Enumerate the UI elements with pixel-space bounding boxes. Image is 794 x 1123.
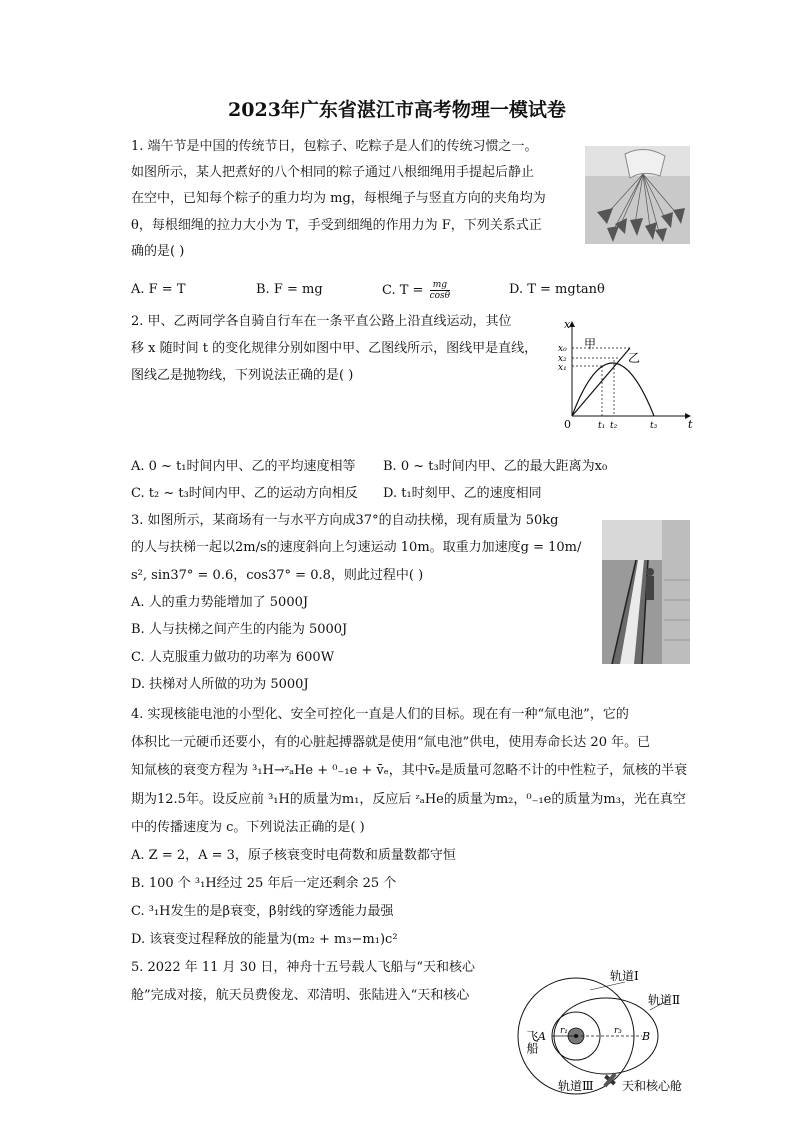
escalator-photo bbox=[602, 520, 690, 664]
q1-option-c-numerator: mg bbox=[430, 280, 451, 291]
q2-option-c: C. t₂ ~ t₃时间内甲、乙的运动方向相反 bbox=[131, 486, 358, 501]
xt-graph bbox=[558, 314, 698, 436]
q2-line-2: 移 x 随时间 t 的变化规律分别如图中甲、乙图线所示，图线甲是直线， bbox=[131, 341, 538, 356]
q1-option-c bbox=[382, 280, 450, 301]
q4-option-a: A. Z = 2，A = 3，原子核衰变时电荷数和质量数都守恒 bbox=[131, 848, 456, 863]
q1-line-3: 在空中，已知每个粽子的重力均为 mg，每根绳子与竖直方向的夹角均为 bbox=[131, 191, 546, 206]
graph-y-tick: x₀ bbox=[558, 344, 567, 354]
q4-line-1: 4. 实现核能电池的小型化、安全可控化一直是人们的目标。现在有一种“氚电池”，它的 bbox=[131, 707, 629, 722]
graph-x-axis-label: t bbox=[688, 418, 693, 431]
q2-option-d: D. t₁时刻甲、乙的速度相同 bbox=[383, 486, 542, 501]
orbit-2-label: 轨道Ⅱ bbox=[648, 993, 681, 1007]
q1-option-d: D. T = mgtanθ bbox=[509, 282, 605, 297]
q2-line-3: 图线乙是抛物线，下列说法正确的是( ) bbox=[131, 368, 354, 383]
orbit-3-label: 轨道Ⅲ bbox=[558, 1079, 594, 1093]
q3-line-1: 3. 如图所示，某商场有一与水平方向成37°的自动扶梯，现有质量为 50kg bbox=[131, 513, 559, 528]
q2-line-1: 2. 甲、乙两同学各自骑自行车在一条平直公路上沿直线运动，其位 bbox=[131, 314, 512, 329]
q1-line-2: 如图所示，某人把煮好的八个相同的粽子通过八根细绳用手提起后静止 bbox=[131, 165, 535, 180]
q4-line-2: 体积比一元硬币还要小，有的心脏起搏器就是使用“氚电池”供电，使用寿命长达 20 年。已 bbox=[131, 735, 651, 750]
q3-option-c: C. 人克服重力做功的功率为 600W bbox=[131, 650, 335, 665]
point-b-label: B bbox=[642, 1030, 651, 1043]
graph-line-jia-label: 甲 bbox=[584, 337, 597, 351]
graph-x-tick: t₂ bbox=[610, 421, 618, 431]
q3-option-d: D. 扶梯对人所做的功为 5000J bbox=[131, 677, 309, 692]
q1-line-4: θ，每根细绳的拉力大小为 T，手受到细绳的作用力为 F，下列关系式正 bbox=[131, 218, 542, 233]
q4-option-c: C. ³₁H发生的是β衰变，β射线的穿透能力最强 bbox=[131, 904, 394, 919]
q1-line-5: 确的是( ) bbox=[131, 244, 185, 259]
graph-line-yi-label: 乙 bbox=[628, 351, 641, 365]
q1-option-c-denominator: cosθ bbox=[429, 291, 451, 301]
graph-y-axis-label: x bbox=[564, 318, 571, 331]
q4-line-5: 中的传播速度为 c。下列说法正确的是( ) bbox=[131, 820, 365, 835]
q3-option-a: A. 人的重力势能增加了 5000J bbox=[131, 595, 309, 610]
page-title: 2023年广东省湛江市高考物理一模试卷 bbox=[228, 99, 566, 121]
q3-line-3: s², sin37° = 0.6，cos37° = 0.8，则此过程中( ) bbox=[131, 568, 424, 583]
q5-line-2: 舱”完成对接，航天员费俊龙、邓清明、张陆进入“天和核心 bbox=[131, 988, 470, 1003]
graph-origin-label: 0 bbox=[564, 418, 571, 431]
r3-label: r₃ bbox=[614, 1026, 622, 1036]
q1-option-a: A. F = T bbox=[131, 282, 186, 297]
q3-option-b: B. 人与扶梯之间产生的内能为 5000J bbox=[131, 622, 348, 637]
graph-x-tick: t₃ bbox=[650, 421, 658, 431]
zongzi-photo bbox=[585, 146, 690, 244]
q1-option-b: B. F = mg bbox=[256, 282, 323, 297]
q4-option-b: B. 100 个 ³₁H经过 25 年后一定还剩余 25 个 bbox=[131, 876, 397, 891]
q4-line-3: 知氚核的衰变方程为 ³₁H→ᶻₐHe + ⁰₋₁e + v̄ₑ，其中v̄ₑ是质量可忽略不计的中性粒子，氚核的半衰 bbox=[131, 763, 688, 778]
q2-option-b: B. 0 ~ t₃时间内甲、乙的最大距离为x₀ bbox=[383, 459, 608, 474]
r1-label: r₁ bbox=[560, 1026, 568, 1036]
orbit-1-label: 轨道Ⅰ bbox=[610, 969, 639, 983]
q3-line-2: 的人与扶梯一起以2m/s的速度斜向上匀速运动 10m。取重力加速度g = 10m/ bbox=[131, 540, 582, 555]
q4-option-d: D. 该衰变过程释放的能量为(m₂ + m₃−m₁)c² bbox=[131, 932, 398, 947]
space-station-label: 天和核心舱 bbox=[622, 1079, 683, 1093]
q5-line-1: 5. 2022 年 11 月 30 日，神舟十五号载人飞船与“天和核心 bbox=[131, 960, 476, 975]
point-a-label: A bbox=[538, 1030, 546, 1043]
graph-y-tick: x₁ bbox=[558, 363, 567, 373]
q2-option-a: A. 0 ~ t₁时间内甲、乙的平均速度相等 bbox=[131, 459, 356, 474]
q4-line-4: 期为12.5年。设反应前 ³₁H的质量为m₁，反应后 ᶻₐHe的质量为m₂，⁰₋₁e的质量为m₃，光在真空 bbox=[131, 792, 686, 807]
q1-line-1: 1. 端午节是中国的传统节日，包粽子、吃粽子是人们的传统习惯之一。 bbox=[131, 139, 538, 154]
spaceship-label: 飞船 bbox=[525, 1030, 539, 1054]
orbit-diagram bbox=[510, 960, 710, 1100]
graph-x-tick: t₁ bbox=[598, 421, 606, 431]
q1-option-c-prefix: C. T = bbox=[382, 283, 424, 298]
graph-y-tick: x₂ bbox=[558, 354, 567, 364]
